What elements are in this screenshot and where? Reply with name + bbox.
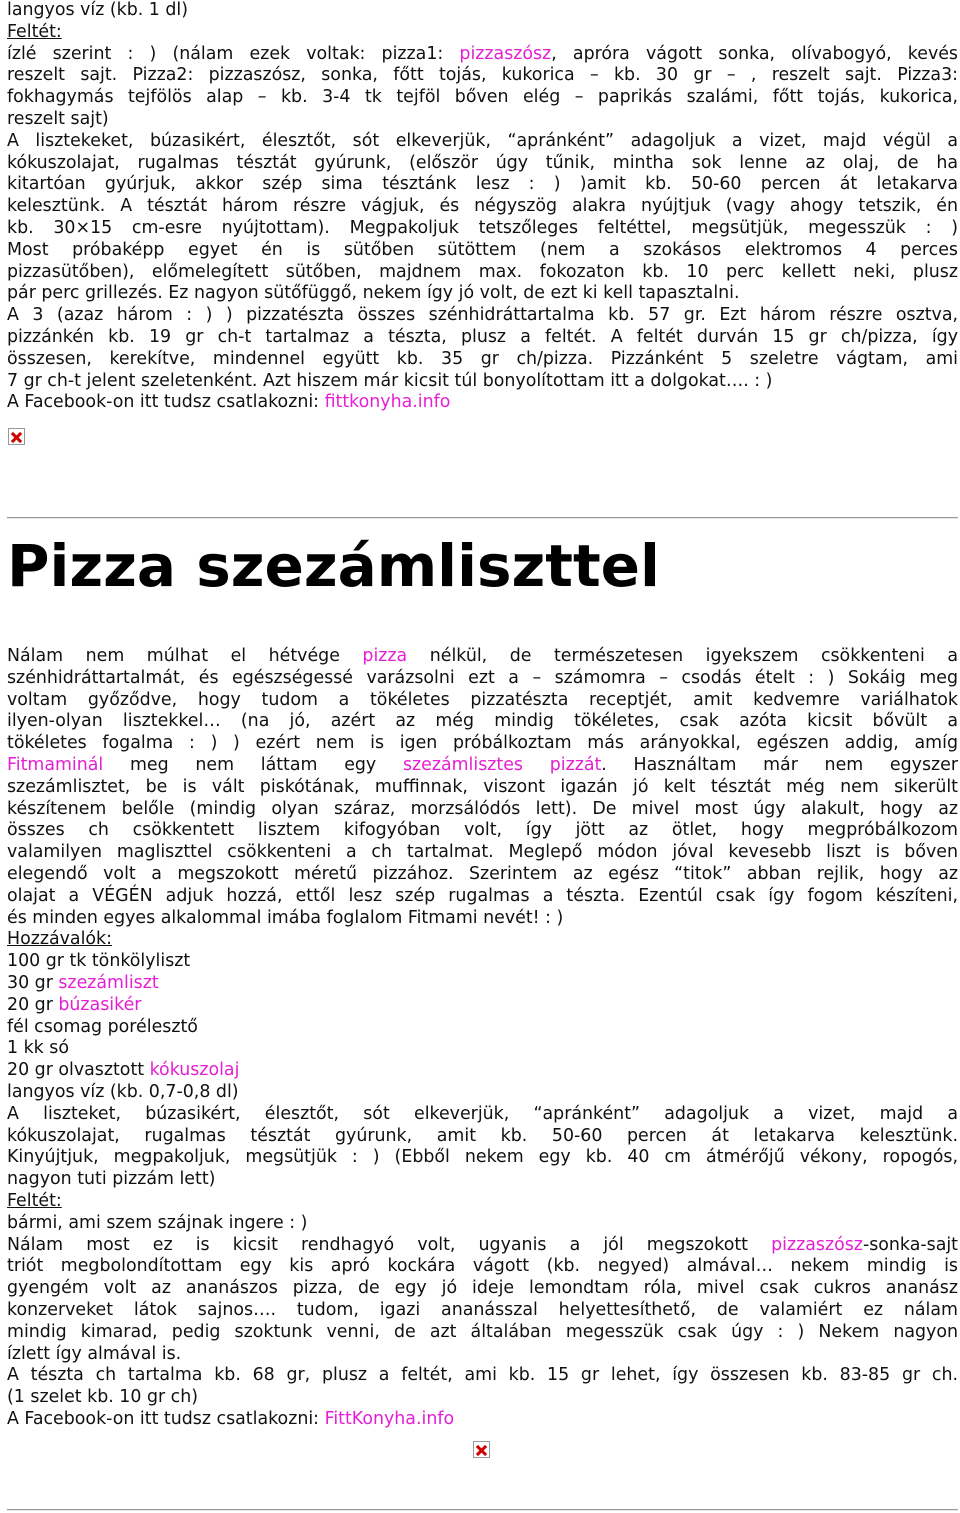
text-line: olajat a VÉGÉN adjuk hozzá, ettől lesz szép rugalmas a tészta. Ezentúl csak így fogom készíteni, (7, 885, 958, 906)
ingredients-heading (7, 929, 958, 951)
ingredient-item: fél csomag porélesztő (7, 1016, 198, 1037)
text-line: ilyen-olyan lisztekkel… (na jó, azért az még mindig tökéletes, csak azóta kicsit bővült a (7, 711, 958, 732)
text-line: és minden egyes alkalommal imába foglalom Fitmami nevét! : ) (7, 907, 564, 928)
toppings-heading (7, 1191, 958, 1213)
text-line: Nálam nem múlhat el hétvége pizza nélkül, de természetesen igyekszem csökkenteni a (7, 646, 958, 666)
article-body (7, 646, 958, 1431)
ingredient-item: 20 gr búzasikér (7, 994, 142, 1015)
ingredient-item: 30 gr szezámliszt (7, 972, 159, 993)
facebook-line: A Facebook-on itt tudsz csatlakozni: FittKonyha.info (7, 1408, 455, 1429)
ingredient-item: 20 gr olvasztott kókuszolaj (7, 1060, 240, 1081)
article-top (7, 0, 958, 414)
post-title: Pizza szezámliszttel (7, 532, 660, 600)
text-line: (1 szelet kb. 10 gr ch) (7, 1387, 199, 1408)
text-line: Kinyújtjuk, megpakoljuk, megsütjük : ) (Ebből nekem egy kb. 40 cm átmérőjű vékony, ropogós, (7, 1147, 958, 1168)
toppings-heading (7, 22, 958, 44)
broken-image-icon (8, 428, 25, 445)
toppings-label: Feltét: (7, 1190, 62, 1211)
link-szezamliszt[interactable]: szezámliszt (58, 972, 159, 993)
facebook-line: A Facebook-on itt tudsz csatlakozni: fittkonyha.info (7, 392, 451, 413)
text-line: A tészta ch tartalma kb. 68 gr, plusz a feltét, ami kb. 15 gr lehet, így összesen kb. 83-85 gr ch. (7, 1365, 958, 1386)
ingredient-item: 100 gr tk tönkölyliszt (7, 951, 191, 972)
ingredients-label: Hozzávalók: (7, 929, 112, 950)
ingredient-item: langyos víz (kb. 0,7-0,8 dl) (7, 1081, 239, 1102)
link-pizzaszosz[interactable]: pizzaszósz (459, 43, 552, 64)
text-line: reszelt sajt. Pizza2: pizzaszósz, sonka, főtt tojás, kukorica – kb. 30 gr – , reszelt sajt. Pizza3: (7, 65, 958, 86)
text-line: fokhagymás tejfölös alap – kb. 3-4 tk tejföl bőven elég – paprikás szalámi, főtt tojás, kukorica, (7, 87, 958, 108)
text-line: kitartóan gyúrjuk, akkor szép sima tésztánk lesz : ) )amit kb. 50-60 percen át letakarva (7, 174, 958, 195)
text-line: kókuszolajat, rugalmas tésztát gyúrunk, amit kb. 50-60 percen át letakarva kelesztünk. (7, 1125, 958, 1146)
text-line: kb. 30×15 cm-esre nyújtottam). Megpakoljuk tetszőleges feltéttel, megsütjük, megesszük : ) (7, 217, 958, 238)
text-line: Most próbaképp egyet én is sütőben sütöttem (nem a szokásos elektromos 4 perces (7, 239, 958, 260)
toppings-label: Feltét: (7, 21, 62, 42)
text-line: összes ch csökkentett lisztem kifogyóban volt, így jött az ötlet, hogy megpróbálkozom (7, 820, 958, 841)
link-buzasiker[interactable]: búzasikér (58, 994, 142, 1015)
link-pizza[interactable]: pizza (362, 646, 408, 666)
text-line: ízlé szerint : ) (nálam ezek voltak: pizza1: pizzaszósz, apróra vágott sonka, olívabogyó, kevés (7, 43, 958, 64)
text-line: valamilyen magliszttel csökkenteni a ch tartalmat. Meglepő módon jóval kevesebb liszt is bőven (7, 842, 958, 863)
text-line: tökéletes fogalma : ) ) ezért nem is igen próbálkoztam más arányokkal, egészen addig, amíg (7, 733, 958, 754)
text-line: pizzánkén kb. 19 gr ch-t tartalmaz a tészta, plusz a feltét. A feltét durván 15 gr ch/pizza, így (7, 326, 958, 347)
text-line: pizzasütőben), előmelegített sütőben, majdnem max. fokozaton kb. 10 perc kellett neki, plusz (7, 261, 958, 282)
text-line: szénhidráttartalmát, és egészségessé varázsolni ezt a – számomra – csodás ételt : ) Sokáig meg (7, 667, 958, 688)
text-line: A 3 (azaz három : ) ) pizzatészta összes szénhidráttartalma kb. 57 gr. Ezt három részre osztva, (7, 305, 958, 326)
text-line: elegendő volt a megszokott méretű pizzához. Szerintem az egész “titok” abban rejlik, hogy az (7, 863, 958, 884)
text-line: Fitmaminál meg nem láttam egy szezámlisztes pizzát. Használtam már nem egyszer (7, 754, 958, 775)
text-line: pár perc grillezés. Ez nagyon sütőfüggő, nekem így jó volt, de ezt ki kell tapasztalni. (7, 283, 740, 304)
link-szezamlisztes-pizza[interactable]: szezámlisztes pizzát (402, 754, 602, 775)
divider (7, 517, 958, 519)
text-line: 7 gr ch-t jelent szeletenként. Azt hiszem már kicsit túl bonyolítottam itt a dolgokat…. : ) (7, 370, 773, 391)
text-line: kókuszolajat, rugalmas tésztát gyúrunk, (először úgy tűnik, mintha sok lenne az olaj, de ha (7, 152, 958, 173)
ingredient-item: 1 kk só (7, 1038, 69, 1059)
text-line: szezámlisztet, be is vált piskótának, muffinnak, viszont igazán jó kelt tésztát még nem sikerült (7, 776, 958, 797)
text-line: kelesztünk. A tésztát három részre vágjuk, és négyszög alakra nyújtjuk (vagy ahogy tetszik, én (7, 196, 958, 217)
text-line: mindig kimarad, pedig szoktunk venni, de azt általában megesszük csak úgy : ) Nekem nagyon (7, 1321, 958, 1342)
text-line: Nálam most ez is kicsit rendhagyó volt, ugyanis a jól megszokott pizzaszósz-sonka-sajt (7, 1234, 958, 1255)
link-pizzaszosz[interactable]: pizzaszósz (771, 1234, 863, 1255)
text-line: összesen, kerekítve, mindennel együtt kb. 35 gr ch/pizza. Pizzánként 5 szeletre vágtam, ami (7, 348, 958, 369)
link-kokuszolaj[interactable]: kókuszolaj (149, 1060, 240, 1081)
text-line: gyengém volt az ananászos pizza, de egy jó ideje lemondtam róla, mivel csak cukros ananász (7, 1278, 958, 1299)
text-line: voltam győződve, hogy tudom a tökéletes pizzatészta receptjét, amit kedvemre variálhatok (7, 689, 958, 710)
text-line: készítenem belőle (mindig olyan száraz, morzsálódós lett). De mivel most úgy alakult, hogy az (7, 798, 958, 819)
link-fittkonyha[interactable]: fittkonyha.info (324, 392, 451, 413)
link-fitmami[interactable]: Fitmaminál (7, 754, 104, 775)
text-line: langyos víz (kb. 1 dl) (7, 0, 189, 20)
text-line: konzerveket látok sajnos…. tudom, igazi ananásszal helyettesíthető, de valamiért ez nálam (7, 1299, 958, 1320)
text-line: A liszteket, búzasikért, élesztőt, sót elkeverjük, “apránként” adagoljuk a vizet, majd a (7, 1103, 958, 1124)
text-line: reszelt sajt) (7, 108, 109, 129)
broken-image-icon (473, 1441, 490, 1458)
divider (7, 1509, 958, 1511)
text-line: triót megbolondítottam egy kis apró kockára vágott (kb. negyed) almával… nekem mindig is (7, 1256, 958, 1277)
text-line: nagyon tuti pizzám lett) (7, 1169, 216, 1190)
text-line: bármi, ami szem szájnak ingere : ) (7, 1212, 308, 1233)
text-line: ízlett így almával is. (7, 1343, 182, 1364)
link-fittkonyha[interactable]: FittKonyha.info (324, 1408, 455, 1429)
text-line: A lisztekeket, búzasikért, élesztőt, sót elkeverjük, “apránként” adagoljuk a vizet, majd végül a (7, 130, 958, 151)
